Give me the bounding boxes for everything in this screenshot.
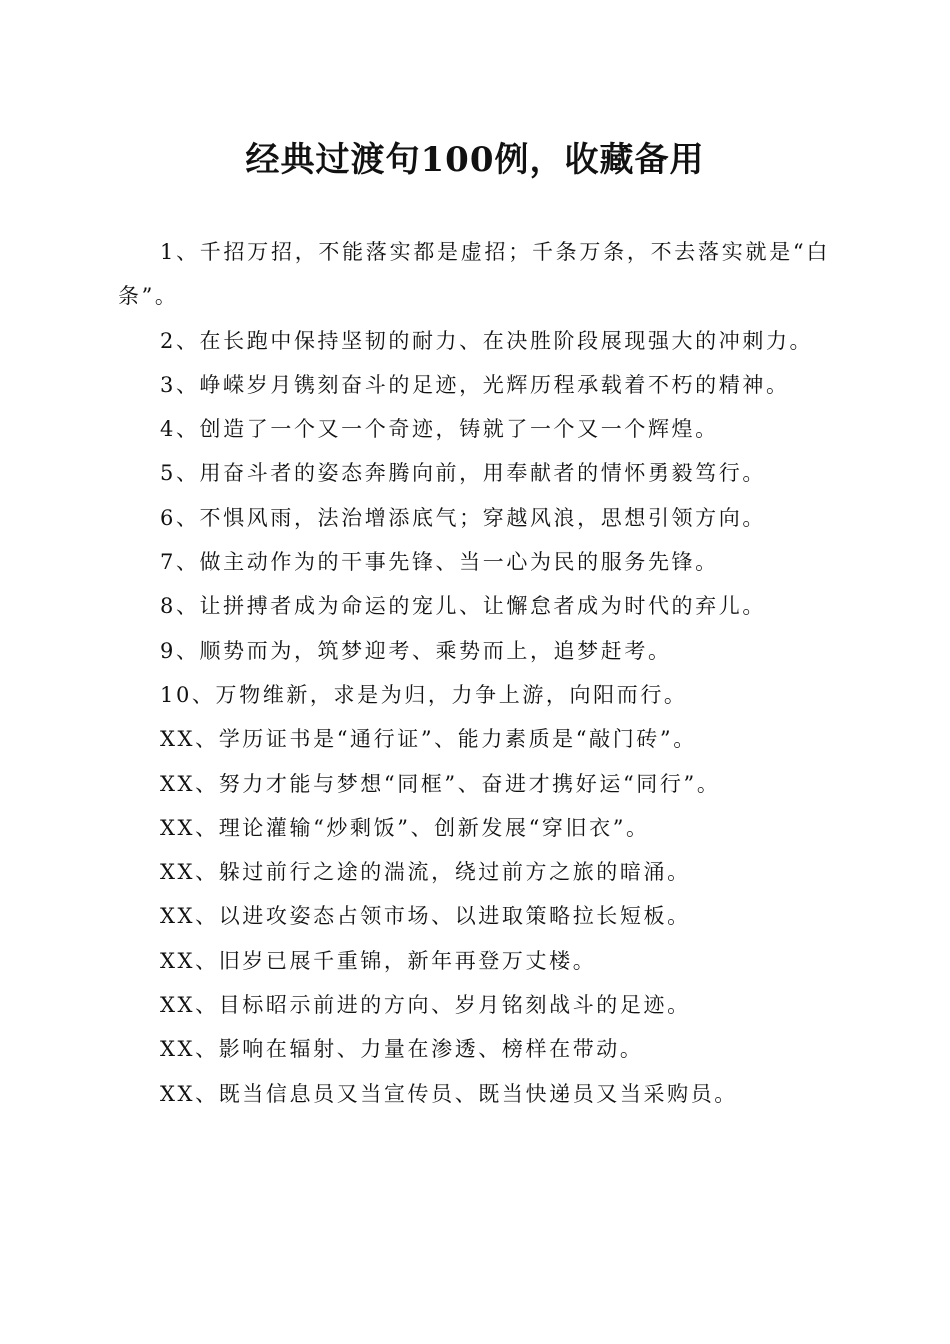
paragraph: 7、做主动作为的干事先锋、当一心为民的服务先锋。 (160, 550, 719, 575)
paragraph: XX、努力才能与梦想“同框”、奋进才携好运“同行”。 (160, 771, 721, 796)
paragraph: XX、躲过前行之途的湍流，绕过前方之旅的暗涌。 (160, 860, 691, 885)
paragraph: XX、旧岁已展千重锦，新年再登万丈楼。 (160, 948, 597, 973)
paragraph: 5、用奋斗者的姿态奔腾向前，用奉献者的情怀勇毅笃行。 (160, 461, 766, 486)
paragraph: XX、理论灌输“炒剩饭”、创新发展“穿旧衣”。 (160, 815, 650, 840)
paragraph: 10、万物维新，求是为归，力争上游，向阳而行。 (160, 682, 688, 707)
paragraph: 8、让拼搏者成为命运的宠儿、让懈怠者成为时代的弃儿。 (160, 594, 766, 619)
document-body (118, 230, 830, 1116)
paragraph: 3、峥嵘岁月镌刻奋斗的足迹，光辉历程承载着不朽的精神。 (160, 372, 790, 397)
paragraph: 6、不惧风雨，法治增添底气；穿越风浪，思想引领方向。 (160, 505, 766, 530)
paragraph: XX、以进攻姿态占领市场、以进取策略拉长短板。 (160, 904, 691, 929)
paragraph: 1、千招万招，不能落实都是虚招；千条万条，不去落实就是“白条”。 (118, 240, 830, 309)
page-title: 经典过渡句100例，收藏备用 (245, 140, 705, 180)
paragraph: XX、既当信息员又当宣传员、既当快递员又当采购员。 (160, 1081, 738, 1106)
paragraph: XX、学历证书是“通行证”、能力素质是“敲门砖”。 (160, 727, 697, 752)
paragraph: 4、创造了一个又一个奇迹，铸就了一个又一个辉煌。 (160, 417, 719, 442)
paragraph: XX、目标昭示前进的方向、岁月铭刻战斗的足迹。 (160, 993, 691, 1018)
paragraph: 9、顺势而为，筑梦迎考、乘势而上，追梦赶考。 (160, 638, 672, 663)
paragraph: 2、在长跑中保持坚韧的耐力、在决胜阶段展现强大的冲刺力。 (160, 328, 814, 353)
paragraph: XX、影响在辐射、力量在渗透、榜样在带动。 (160, 1037, 644, 1062)
